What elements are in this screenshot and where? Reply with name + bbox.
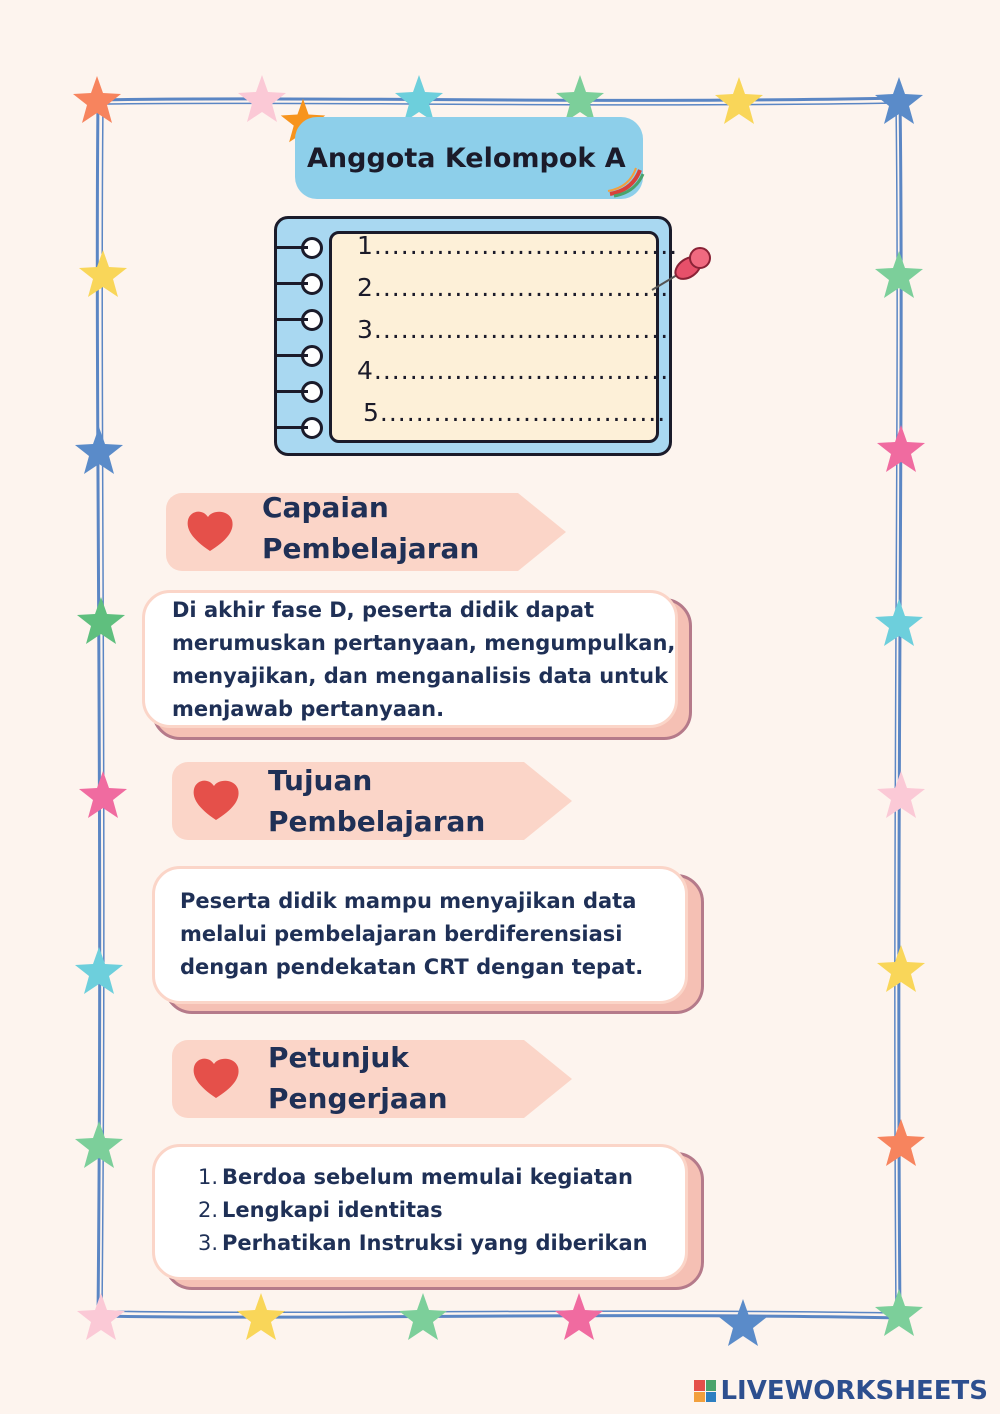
member-notebook [274, 216, 679, 456]
ring-icon [301, 237, 323, 259]
list-item: 2. Lengkapi identitas [197, 1198, 443, 1222]
star-icon [874, 942, 928, 996]
member-line-3[interactable]: 3................................. [357, 315, 670, 344]
star-icon [872, 74, 926, 128]
section-title-tujuan: Tujuan Pembelajaran [268, 764, 486, 838]
liveworksheets-logo-icon [694, 1380, 716, 1402]
ribbon-decoration [606, 166, 646, 198]
star-icon [872, 1286, 926, 1340]
star-icon [872, 596, 926, 650]
star-icon [72, 424, 126, 478]
capaian-text: Di akhir fase D, peserta didik dapat merumuskan pertanyaan, mengumpulkan, menyajikan, dan menganalisis data untuk menjawab pertanyaan. [172, 598, 676, 721]
star-icon [872, 248, 926, 302]
heart-icon [184, 507, 236, 553]
star-icon [74, 1290, 128, 1344]
brand-name: LIVEWORKSHEETS [720, 1376, 988, 1406]
star-icon [874, 1116, 928, 1170]
list-item: 1. Berdoa sebelum memulai kegiatan [197, 1165, 633, 1189]
star-icon [76, 247, 130, 301]
star-icon [72, 944, 126, 998]
list-item: 3. Perhatikan Instruksi yang diberikan [197, 1231, 648, 1255]
star-icon [234, 1290, 288, 1344]
group-title-box [295, 117, 643, 199]
member-line-5[interactable]: 5................................ [363, 398, 667, 427]
page-title: Anggota Kelompok A [307, 142, 626, 174]
member-line-4[interactable]: 4................................. [357, 356, 670, 385]
star-icon [874, 768, 928, 822]
star-icon [396, 1290, 450, 1344]
star-icon [70, 73, 124, 127]
star-icon [552, 1290, 606, 1344]
section-title-capaian: Capaian Pembelajaran [262, 491, 480, 565]
star-icon [74, 594, 128, 648]
section-title-petunjuk: Petunjuk Pengerjaan [268, 1041, 448, 1115]
ring-icon [301, 417, 323, 439]
ring-icon [301, 345, 323, 367]
heart-icon [190, 776, 242, 822]
star-icon [874, 422, 928, 476]
ring-icon [301, 309, 323, 331]
star-icon [76, 768, 130, 822]
member-line-1[interactable]: 1.................................. [357, 231, 679, 260]
star-icon [716, 1296, 770, 1350]
ring-icon [301, 381, 323, 403]
brand-logo[interactable] [694, 1376, 988, 1406]
instruction-list [196, 1161, 648, 1260]
ring-icon [301, 273, 323, 295]
heart-icon [190, 1054, 242, 1100]
star-icon [72, 1118, 126, 1172]
member-line-2[interactable]: 2................................. [357, 273, 670, 302]
tujuan-text: Peserta didik mampu menyajikan data melalui pembelajaran berdiferensiasi dengan pendekatan CRT dengan tepat. [180, 889, 644, 979]
star-icon [712, 74, 766, 128]
pushpin-icon [648, 244, 714, 294]
